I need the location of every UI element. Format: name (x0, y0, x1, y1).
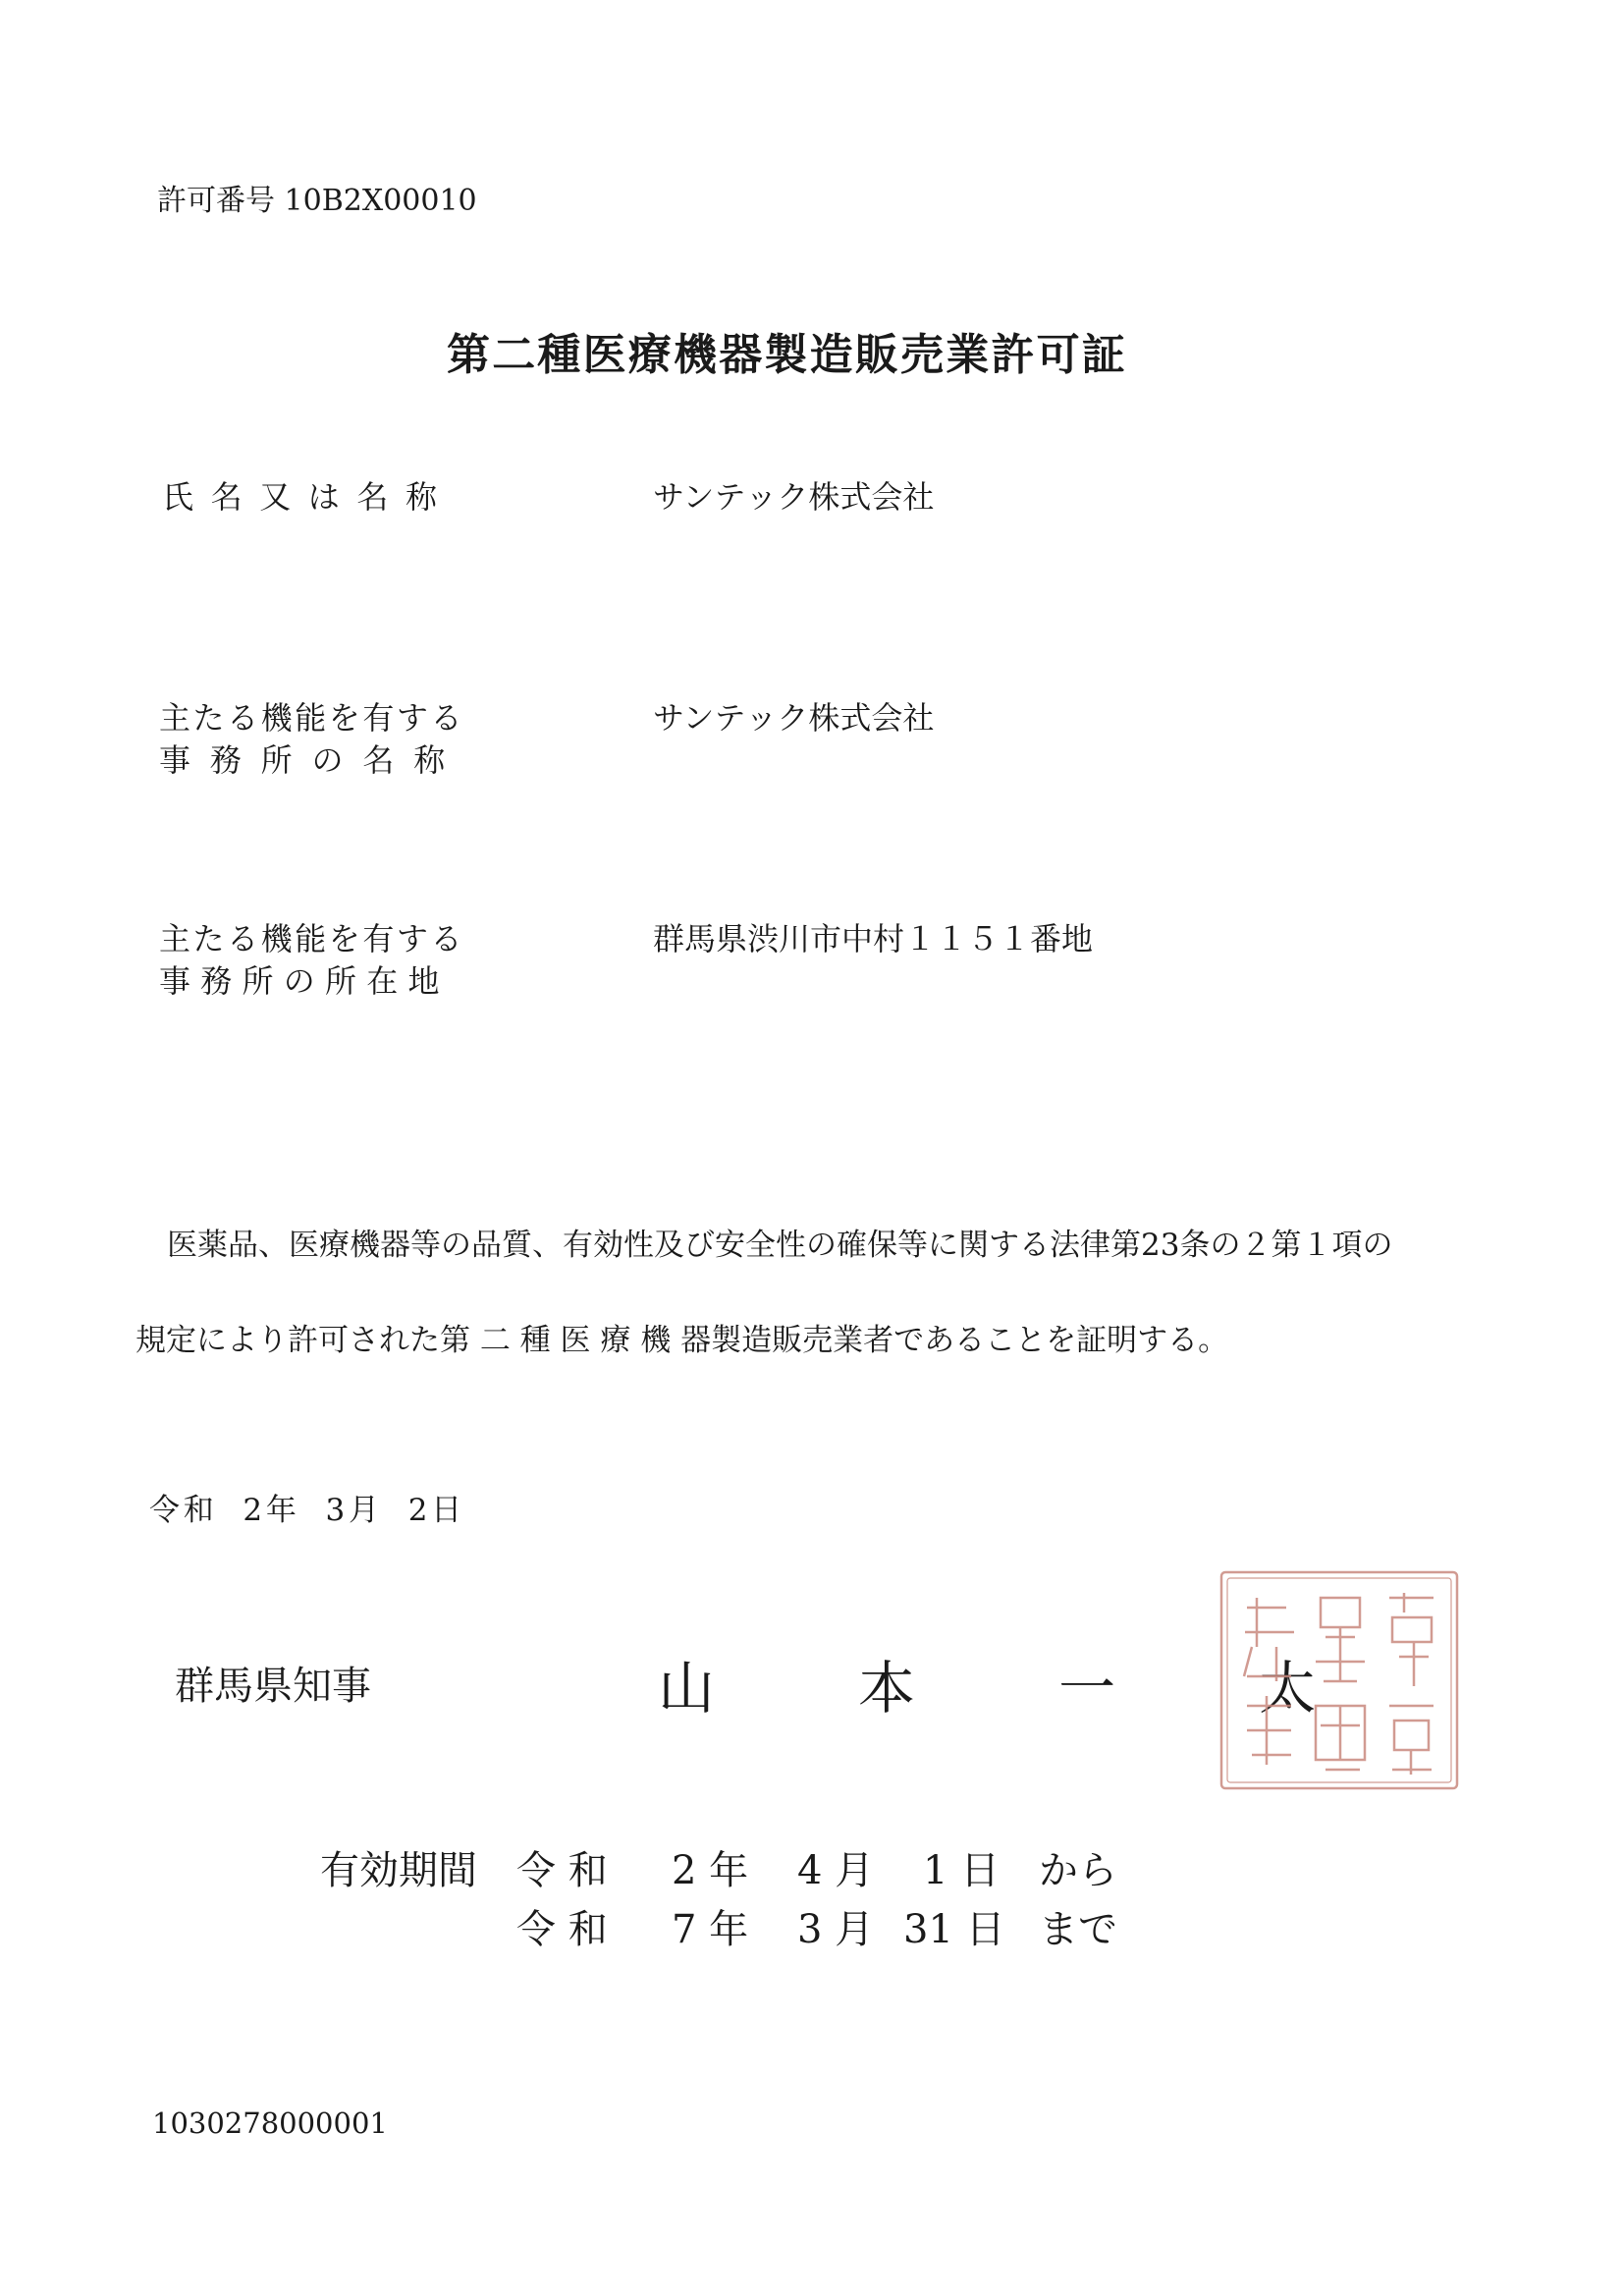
issue-date: 令和 2年 3月 2日 (149, 1493, 465, 1528)
validity-to-suffix: まで (1039, 1907, 1117, 1952)
statement-line-1: 医薬品、医療機器等の品質、有効性及び安全性の確保等に関する法律第23条の２第１項の (167, 1228, 1393, 1263)
validity-from (516, 1848, 1117, 1893)
label-office-address-1: 主たる機能を有する (159, 920, 465, 957)
validity-from-year: 2 年 (672, 1848, 749, 1893)
validity-from-month: 4 月 (797, 1848, 875, 1893)
document-title: 第二種医療機器製造販売業許可証 (447, 330, 1127, 380)
issuer-title: 群馬県知事 (175, 1664, 371, 1709)
label-office-name-1: 主たる機能を有する (159, 699, 465, 737)
value-name: サンテック株式会社 (653, 478, 935, 516)
value-office-address: 群馬県渋川市中村１１５１番地 (653, 920, 1094, 957)
validity-from-suffix: から (1039, 1848, 1117, 1893)
seal-graphic (1217, 1568, 1461, 1792)
document-number: 1030278000001 (152, 2106, 388, 2140)
validity-label: 有効期間 (320, 1848, 477, 1893)
statement-line-2: 規定により許可された第 二 種 医 療 機 器製造販売業者であることを証明する。 (135, 1323, 1229, 1358)
validity-to (516, 1907, 1117, 1952)
label-office-address-2: 事務所の所在地 (159, 962, 450, 1000)
value-office-name: サンテック株式会社 (653, 699, 935, 737)
validity-to-era: 令 和 (516, 1907, 608, 1952)
label-name: 氏名又は名称 (162, 478, 455, 516)
label-office-name-2: 事務所の名称 (159, 741, 465, 779)
validity-from-day: 1 日 (923, 1848, 1001, 1893)
official-seal (1217, 1568, 1461, 1792)
validity-to-day: 31 日 (903, 1907, 1005, 1952)
permit-number: 許可番号 10B2X00010 (157, 184, 477, 218)
issuer-name: 山 本 一 太 (658, 1655, 1317, 1722)
validity-from-era: 令 和 (516, 1848, 608, 1893)
validity-to-month: 3 月 (797, 1907, 875, 1952)
validity-to-year: 7 年 (672, 1907, 749, 1952)
